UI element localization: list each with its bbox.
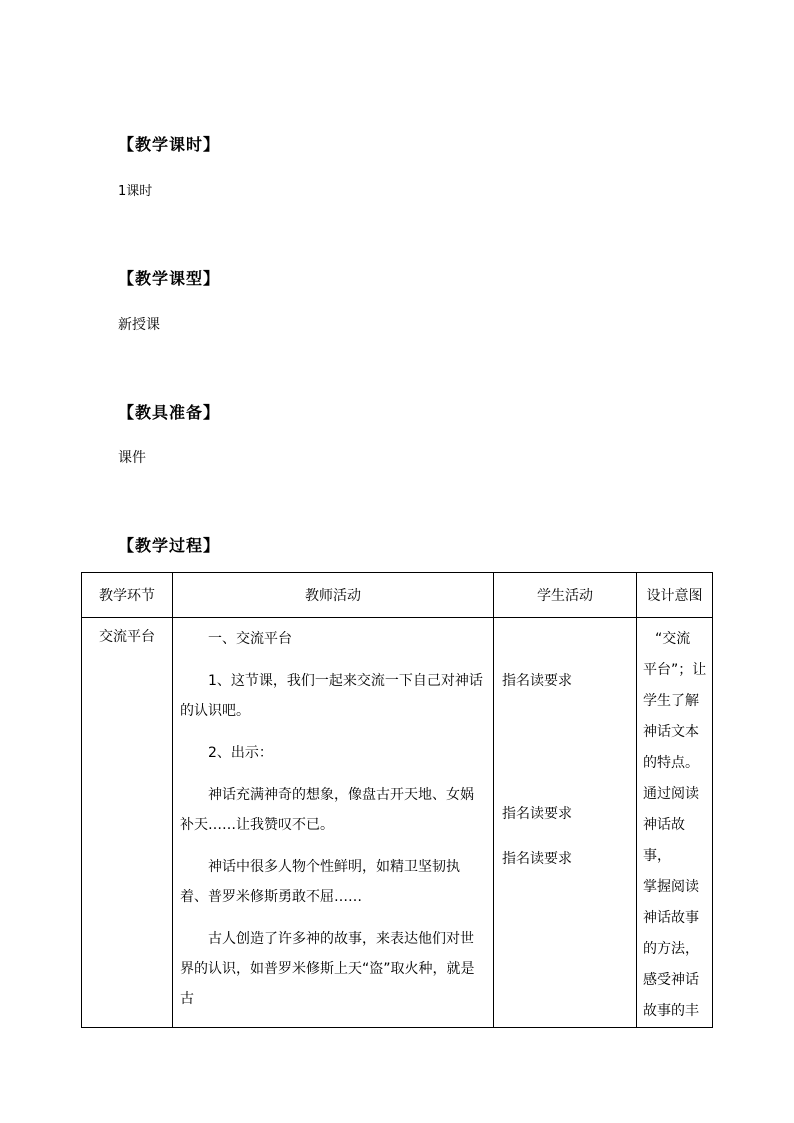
student-activity-item: 指名读要求 (502, 851, 572, 867)
design-line: 故事的丰 (643, 1003, 699, 1019)
design-line: 感受神话 (643, 972, 699, 988)
teacher-activity-cell (173, 618, 494, 1028)
section-title-tools: 【教具准备】 (118, 403, 221, 422)
design-line: 的特点。 (643, 755, 699, 771)
section-title-hours: 【教学课时】 (118, 135, 221, 154)
section-title-process: 【教学过程】 (118, 536, 221, 555)
section-title-type: 【教学课型】 (118, 269, 221, 288)
student-activity-cell (494, 618, 637, 1028)
design-line: 神话文本 (643, 724, 699, 740)
design-intent-cell (637, 618, 713, 1028)
section-content-tools: 课件 (118, 450, 146, 466)
teacher-paragraph: 古人创造了许多神的故事，来表达他们对世界的认识，如普罗米修斯上天“盗”取火种，就是古 (180, 931, 475, 1007)
section-content-type: 新授课 (118, 317, 160, 333)
section-content-hours: 1课时 (118, 184, 153, 199)
header-design: 设计意图 (637, 573, 713, 618)
teacher-paragraph: 神话充满神奇的想象，像盘古开天地、女娲补天……让我赞叹不已。 (180, 787, 474, 833)
header-stage: 教学环节 (82, 573, 173, 618)
teacher-paragraph: 一、交流平台 (208, 631, 292, 647)
design-line: 的方法， (643, 941, 699, 957)
student-activity-item: 指名读要求 (502, 806, 572, 822)
table-header-row (82, 573, 713, 618)
header-teacher: 教师活动 (173, 573, 494, 618)
teacher-paragraph: 1、这节课，我们一起来交流一下自己对神话的认识吧。 (180, 673, 483, 719)
design-line: 通过阅读 (643, 786, 699, 802)
design-line: “交流 (655, 631, 691, 647)
design-line: 学生了解 (643, 693, 699, 709)
design-line: 神话故事 (643, 910, 699, 926)
teacher-paragraph: 神话中很多人物个性鲜明，如精卫坚韧执着、普罗米修斯勇敢不屈…… (180, 859, 460, 905)
design-line: 掌握阅读 (643, 879, 699, 895)
teaching-process-table (81, 572, 713, 1028)
stage-cell: 交流平台 (82, 618, 173, 1028)
design-line: 平台”；让 (643, 662, 707, 678)
student-activity-item: 指名读要求 (502, 673, 572, 689)
teacher-paragraph: 2、出示： (208, 745, 273, 761)
header-student: 学生活动 (494, 573, 637, 618)
table-row (82, 618, 713, 1028)
design-line: 神话故事， (643, 817, 685, 864)
